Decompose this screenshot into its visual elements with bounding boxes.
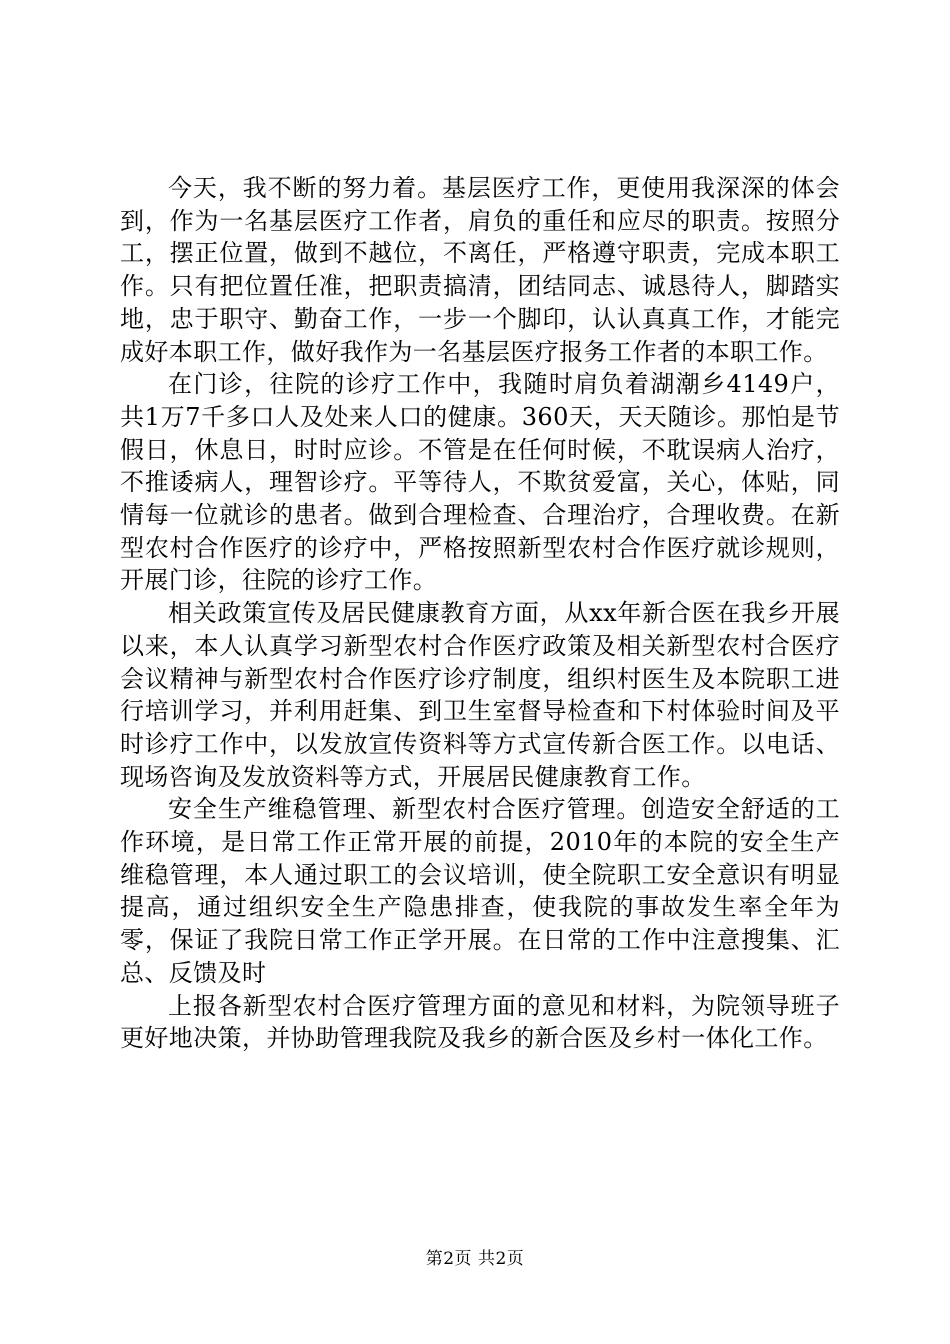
paragraph-1: 今天，我不断的努力着。基层医疗工作，更使用我深深的体会到，作为一名基层医疗工作者，肩负的重任和应尽的职责。按照分工，摆正位置，做到不越位，不离任，严格遵守职责，完成本职工作。只有把位置任准，把职责搞清，团结同志、诚恳待人，脚踏实地，忠于职守、勤奋工作，一步一个脚印，认认真真工作，才能完成好本职工作，做好我作为一名基层医疗报务工作者的本职工作。 — [120, 174, 840, 366]
paragraph-5: 上报各新型农村合医疗管理方面的意见和材料，为院领导班子更好地决策，并协助管理我院及我乡的新合医及乡村一体化工作。 — [120, 991, 840, 1053]
document-body — [120, 172, 840, 1055]
page-footer: 第2页 共2页 — [425, 1249, 525, 1269]
paragraph-4: 安全生产维稳管理、新型农村合医疗管理。创造安全舒适的工作环境，是日常工作正常开展的前提，2010年的本院的安全生产维稳管理，本人通过职工的会议培训，使全院职工安全意识有明显提高，通过组织安全生产隐患排查，使我院的事故发生率全年为零，保证了我院日常工作正学开展。在日常的工作中注意搜集、汇总、反馈及时 — [120, 795, 840, 987]
paragraph-2: 在门诊，往院的诊疗工作中，我随时肩负着湖潮乡4149户，共1万7千多口人及处来人口的健康。360天，天天随诊。那怕是节假日，休息日，时时应诊。不管是在任何时候，不耽误病人治疗，不推诿病人，理智诊疗。平等待人，不欺贫爱富，关心，体贴，同情每一位就诊的患者。做到合理检查、合理治疗，合理收费。在新型农村合作医疗的诊疗中，严格按照新型农村合作医疗就诊规则，开展门诊，往院的诊疗工作。 — [120, 370, 840, 595]
paragraph-3: 相关政策宣传及居民健康教育方面，从xx年新合医在我乡开展以来，本人认真学习新型农村合作医疗政策及相关新型农村合医疗会议精神与新型农村合作医疗诊疗制度，组织村医生及本院职工进行培训学习，并利用赶集、到卫生室督导检查和下村体验时间及平时诊疗工作中，以发放宣传资料等方式宣传新合医工作。以电话、现场咨询及发放资料等方式，开展居民健康教育工作。 — [120, 599, 840, 791]
